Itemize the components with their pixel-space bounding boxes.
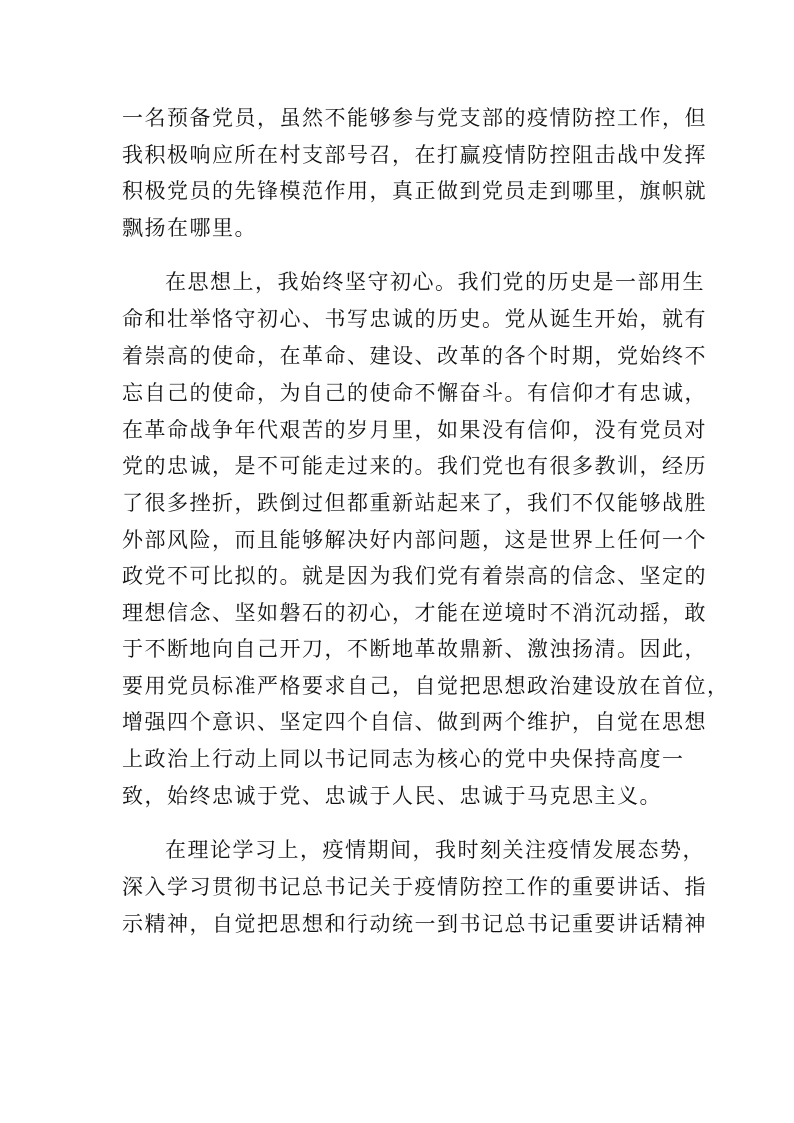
- text-line: 深入学习贯彻书记总书记关于疫情防控工作的重要讲话、指: [122, 875, 707, 899]
- text-line: 飘扬在哪里。: [122, 216, 257, 240]
- text-line: 积极党员的先锋模范作用，真正做到党员走到哪里，旗帜就: [122, 179, 707, 203]
- text-line: 着崇高的使命，在革命、建设、改革的各个时期，党始终不: [122, 344, 707, 368]
- text-line: 我积极响应所在村支部号召，在打赢疫情防控阻击战中发挥: [122, 143, 707, 167]
- text-line: 增强四个意识、坚定四个自信、做到两个维护，自觉在思想: [122, 710, 707, 734]
- text-line: 一名预备党员，虽然不能够参与党支部的疫情防控工作，但: [122, 106, 707, 130]
- text-line: 命和壮举恪守初心、书写忠诚的历史。党从诞生开始，就有: [122, 307, 707, 331]
- text-line: 示精神，自觉把思想和行动统一到书记总书记重要讲话精神: [122, 912, 707, 936]
- text-line: 了很多挫折，跌倒过但都重新站起来了，我们不仅能够战胜: [122, 491, 707, 515]
- paragraph-first-line: 在理论学习上，疫情期间，我时刻关注疫情发展态势，: [165, 838, 705, 862]
- text-line: 忘自己的使命，为自己的使命不懈奋斗。有信仰才有忠诚，: [122, 381, 707, 405]
- text-line: 在革命战争年代艰苦的岁月里，如果没有信仰，没有党员对: [122, 418, 707, 442]
- text-line: 要用党员标准严格要求自己，自觉把思想政治建设放在首位，: [122, 674, 730, 698]
- text-line: 于不断地向自己开刀，不断地革故鼎新、激浊扬清。因此，: [122, 637, 707, 661]
- text-line: 理想信念、坚如磐石的初心，才能在逆境时不消沉动摇，敢: [122, 601, 707, 625]
- text-line: 外部风险，而且能够解决好内部问题，这是世界上任何一个: [122, 528, 707, 552]
- text-line: 党的忠诚，是不可能走过来的。我们党也有很多教训，经历: [122, 454, 707, 478]
- text-line: 政党不可比拟的。就是因为我们党有着崇高的信念、坚定的: [122, 564, 707, 588]
- paragraph-first-line: 在思想上，我始终坚守初心。我们党的历史是一部用生: [165, 270, 705, 294]
- text-line: 上政治上行动上同以书记同志为核心的党中央保持高度一: [122, 747, 685, 771]
- text-line: 致，始终忠诚于党、忠诚于人民、忠诚于马克思主义。: [122, 784, 662, 808]
